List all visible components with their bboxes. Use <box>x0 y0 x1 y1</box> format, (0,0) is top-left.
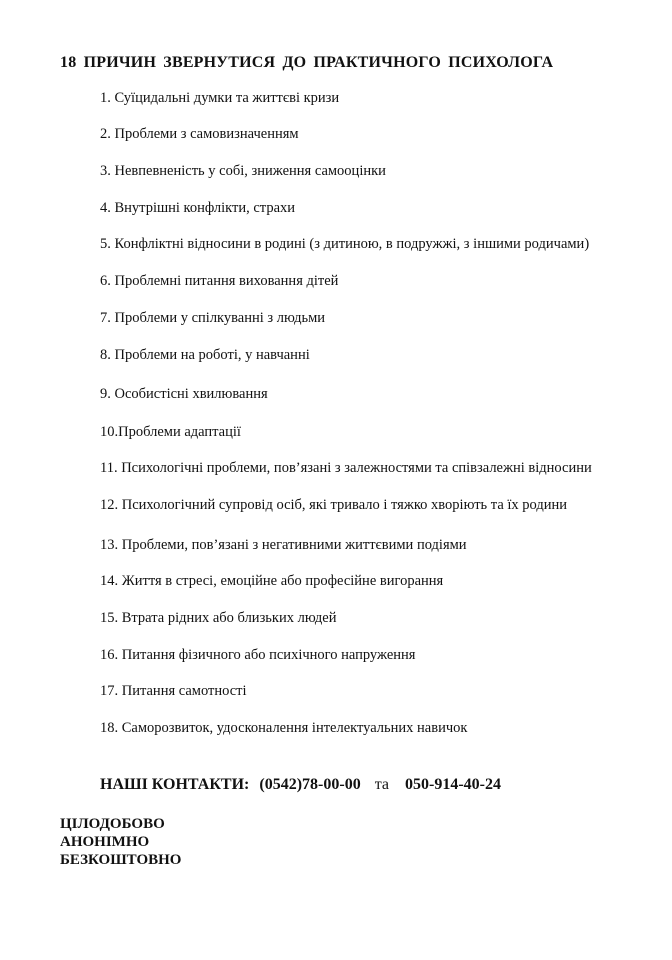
phone-number-1: (0542)78-00-00 <box>259 776 361 793</box>
contacts-label: НАШІ КОНТАКТИ: <box>100 776 250 793</box>
list-item: 10.Проблеми адаптації <box>100 424 241 440</box>
list-item: 7. Проблеми у спілкуванні з людьми <box>100 310 326 326</box>
list-item: 16. Питання фізичного або психічного напруження <box>100 647 416 663</box>
list-item: 17. Питання самотності <box>100 683 247 699</box>
list-item: 1. Суїцидальні думки та життєві кризи <box>100 90 340 106</box>
list-item: 6. Проблемні питання виховання дітей <box>100 273 339 289</box>
list-item: 13. Проблеми, пов’язані з негативними життєвими подіями <box>100 537 467 553</box>
list-item: 15. Втрата рідних або близьких людей <box>100 610 337 626</box>
list-item: 12. Психологічний супровід осіб, які тривало і тяжко хворіють та їх родини <box>100 497 568 513</box>
tag-anonymous: АНОНІМНО <box>60 834 150 850</box>
tag-round-the-clock: ЦІЛОДОБОВО <box>60 816 165 832</box>
list-item: 8. Проблеми на роботі, у навчанні <box>100 347 310 363</box>
list-item: 14. Життя в стресі, емоційне або професійне вигорання <box>100 573 444 589</box>
contacts-separator: та <box>374 776 389 793</box>
tag-free: БЕЗКОШТОВНО <box>60 852 182 868</box>
contacts-line <box>100 776 501 794</box>
document-title: 18 ПРИЧИН ЗВЕРНУТИСЯ ДО ПРАКТИЧНОГО ПСИХОЛОГА <box>60 54 554 71</box>
list-item: 4. Внутрішні конфлікти, страхи <box>100 200 296 216</box>
list-item: 5. Конфліктні відносини в родині (з дитиною, в подружжі, з іншими родичами) <box>100 236 590 252</box>
service-tags <box>60 815 181 869</box>
list-item: 3. Невпевненість у собі, зниження самооцінки <box>100 163 386 179</box>
list-item: 11. Психологічні проблеми, пов’язані з залежностями та співзалежні відносини <box>100 460 592 476</box>
list-item: 9. Особистісні хвилювання <box>100 386 268 402</box>
list-item: 2. Проблеми з самовизначенням <box>100 126 299 142</box>
list-item: 18. Саморозвиток, удосконалення інтелектуальних навичок <box>100 720 468 736</box>
phone-number-2: 050-914-40-24 <box>404 776 501 793</box>
